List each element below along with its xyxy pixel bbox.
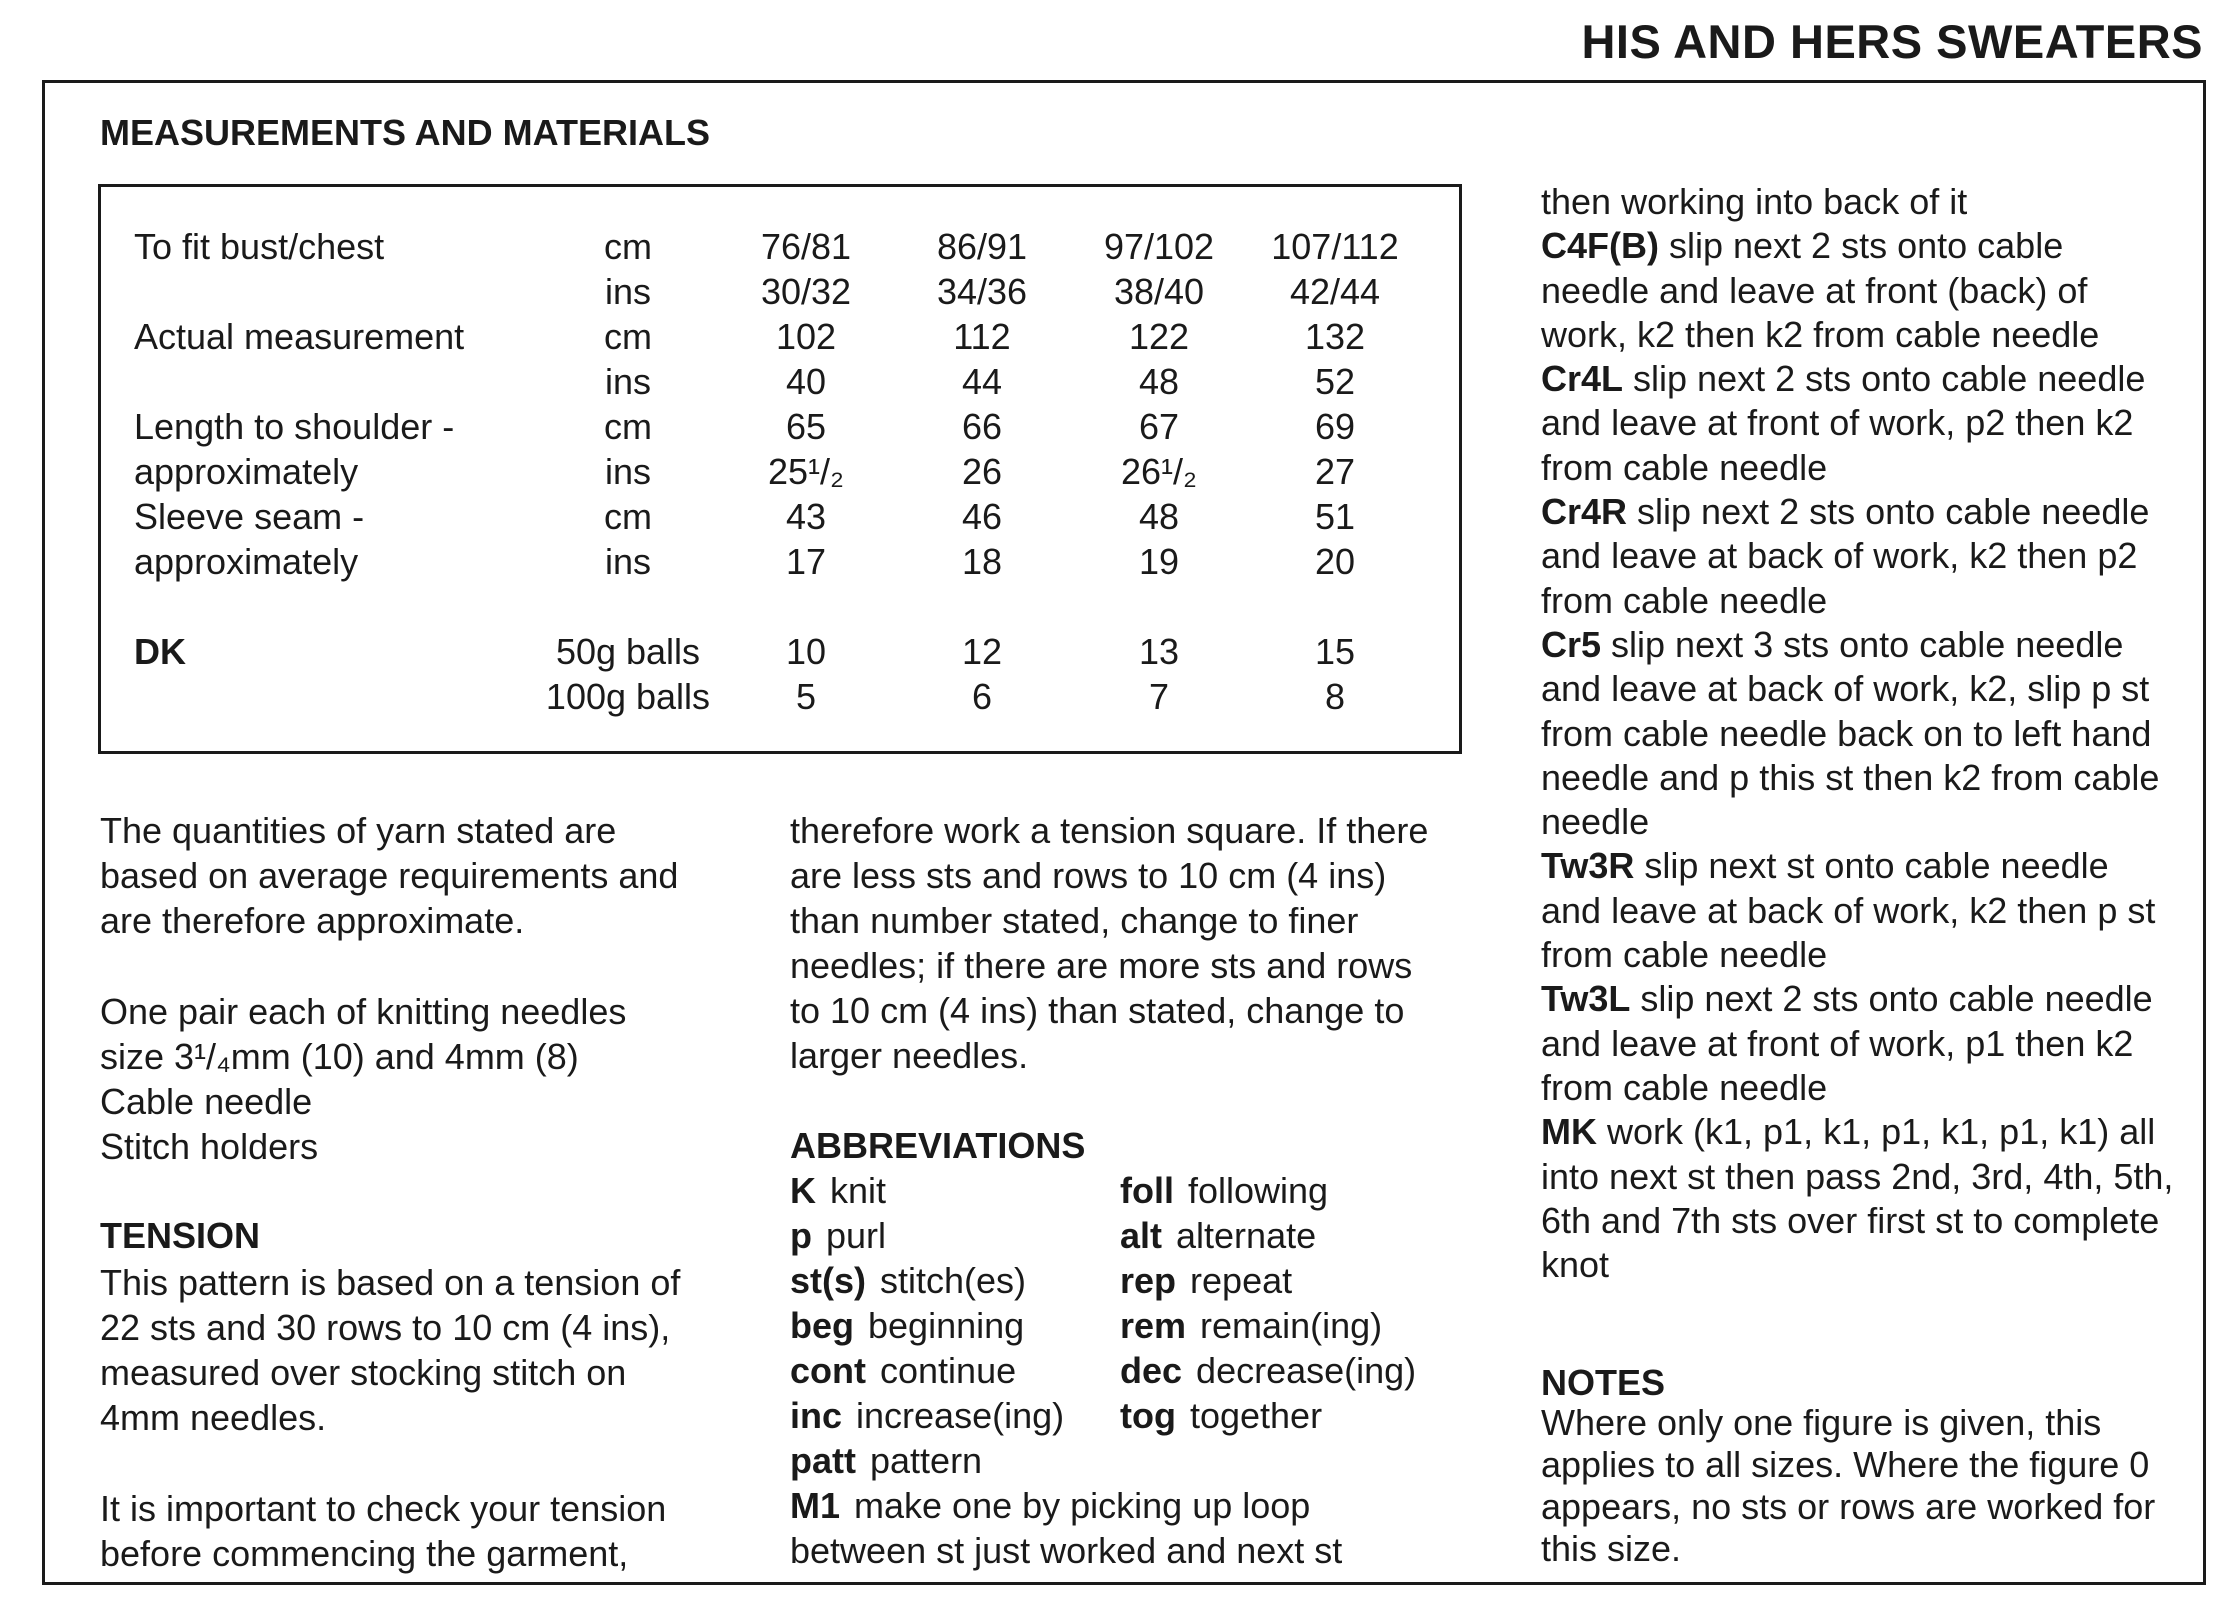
abbreviation-term: rep (1120, 1260, 1177, 1301)
text-line: This pattern is based on a tension of (100, 1262, 681, 1303)
abbreviation-entry (790, 1440, 982, 1482)
m1-continued: between st just worked and next st (790, 1530, 1343, 1571)
definition-term: Cr5 (1541, 623, 1602, 665)
measurement-label: DK (134, 631, 186, 672)
tension-heading: TENSION (100, 1215, 261, 1256)
abbreviation-term: tog (1120, 1395, 1176, 1436)
definition-text: from cable needle (1541, 446, 1828, 488)
definition-text: knot (1541, 1244, 1610, 1286)
measurements-heading: MEASUREMENTS AND MATERIALS (100, 112, 710, 153)
definition-line (1541, 357, 2173, 401)
measurement-label: Actual measurement (134, 316, 465, 357)
abbreviation-meaning: together (1189, 1395, 1323, 1436)
definition-text: 6th and 7th sts over first st to complete (1541, 1199, 2160, 1241)
definition-text: work, k2 then k2 from cable needle (1541, 313, 2100, 355)
definition-term: Cr4L (1541, 358, 1624, 400)
measurement-value: 44 (961, 361, 1003, 402)
abbreviation-entry (790, 1260, 1026, 1302)
abbreviation-meaning: decrease(ing) (1196, 1350, 1417, 1391)
measurement-value: 52 (1314, 361, 1356, 402)
definition-text: from cable needle (1541, 934, 1828, 976)
measurement-value: 17 (785, 541, 827, 582)
abbreviation-entry (1120, 1350, 1416, 1392)
notes-paragraph (1541, 1402, 2155, 1570)
measurement-unit: 50g balls (555, 631, 701, 672)
text-line: Stitch holders (100, 1126, 319, 1167)
measurement-value: 15 (1314, 631, 1356, 672)
tension-square-paragraph (790, 808, 1428, 1078)
abbreviation-term: rem (1120, 1305, 1187, 1346)
definition-line (1541, 269, 2173, 313)
measurement-value: 76/81 (760, 226, 852, 267)
text-line: are less sts and rows to 10 cm (4 ins) (790, 855, 1387, 896)
definition-text: slip next 2 sts onto cable needle (1630, 978, 2153, 1020)
text-line: Cable needle (100, 1081, 313, 1122)
abbreviation-term: M1 (790, 1485, 841, 1526)
definition-text: slip next 3 sts onto cable needle (1601, 623, 2124, 665)
text-line: It is important to check your tension (100, 1488, 667, 1529)
measurement-value: 97/102 (1103, 226, 1215, 267)
definition-term: C4F(B) (1541, 225, 1659, 267)
text-line: larger needles. (790, 1035, 1029, 1076)
abbreviation-entry (790, 1170, 886, 1212)
text-line: The quantities of yarn stated are (100, 810, 617, 851)
text-line: Where only one figure is given, this (1541, 1402, 2102, 1443)
abbreviation-entry (1120, 1215, 1316, 1257)
measurement-label: Length to shoulder - (134, 406, 455, 447)
abbreviation-entry (790, 1395, 1064, 1437)
abbreviation-meaning: increase(ing) (856, 1395, 1065, 1436)
measurement-value: 7 (1148, 676, 1170, 717)
definition-line (1541, 579, 2173, 623)
definition-line (1541, 933, 2173, 977)
measurement-unit: cm (604, 316, 652, 357)
measurement-value: 26 (961, 451, 1003, 492)
measurement-value: 6 (971, 676, 993, 717)
definition-text: and leave at back of work, k2 then p2 (1541, 535, 2138, 577)
text-line: size 3¹/₄mm (10) and 4mm (8) (100, 1036, 579, 1077)
abbreviation-term: beg (790, 1305, 855, 1346)
definition-text: from cable needle (1541, 1066, 1828, 1108)
measurement-value: 26¹/₂ (1120, 451, 1198, 492)
abbreviation-entry (1120, 1170, 1328, 1212)
abbreviation-term: inc (790, 1395, 843, 1436)
measurement-unit: ins (604, 451, 652, 492)
definition-text: slip next st onto cable needle (1634, 845, 2109, 887)
measurement-label: approximately (134, 451, 359, 492)
abbreviation-term: K (790, 1170, 816, 1211)
cable-definitions (1541, 180, 2173, 1287)
measurement-value: 20 (1314, 541, 1356, 582)
measurement-value: 34/36 (936, 271, 1028, 312)
definition-line (1541, 667, 2173, 711)
text-line: measured over stocking stitch on (100, 1352, 627, 1393)
definition-line (1541, 1110, 2173, 1154)
text-line: based on average requirements and (100, 855, 679, 896)
definition-line (1541, 490, 2173, 534)
measurement-label: To fit bust/chest (134, 226, 385, 267)
measurement-value: 18 (961, 541, 1003, 582)
text-line: One pair each of knitting needles (100, 991, 627, 1032)
abbreviation-meaning: pattern (870, 1440, 983, 1481)
definition-text: needle and leave at front (back) of (1541, 269, 2088, 311)
definition-term: Cr4R (1541, 491, 1628, 533)
definition-text: slip next 2 sts onto cable needle (1623, 358, 2146, 400)
definition-line (1541, 313, 2173, 357)
definition-text: work (k1, p1, k1, p1, k1, p1, k1) all (1597, 1111, 2156, 1153)
definition-term: Tw3R (1541, 845, 1635, 887)
abbreviation-meaning: stitch(es) (880, 1260, 1027, 1301)
abbreviation-meaning: purl (826, 1215, 887, 1256)
measurement-value: 30/32 (760, 271, 852, 312)
definition-line (1541, 977, 2173, 1021)
definition-text: from cable needle back on to left hand (1541, 712, 2152, 754)
text-line: applies to all sizes. Where the figure 0 (1541, 1444, 2150, 1485)
abbreviation-meaning: remain(ing) (1200, 1305, 1383, 1346)
abbreviation-term: dec (1120, 1350, 1183, 1391)
notes-heading: NOTES (1541, 1362, 1666, 1403)
text-line: this size. (1541, 1528, 1682, 1569)
definition-term: Tw3L (1541, 978, 1631, 1020)
measurement-value: 102 (775, 316, 837, 357)
definition-line (1541, 1243, 2173, 1287)
measurement-unit: ins (604, 361, 652, 402)
measurement-unit: 100g balls (545, 676, 711, 717)
quantities-paragraph (100, 808, 678, 943)
materials-list (100, 989, 626, 1169)
abbreviation-term: foll (1120, 1170, 1174, 1211)
definition-text: into next st then pass 2nd, 3rd, 4th, 5th, (1541, 1155, 2174, 1197)
text-line: 4mm needles. (100, 1397, 327, 1438)
definition-line (1541, 623, 2173, 667)
definition-line (1541, 1199, 2173, 1243)
definition-line (1541, 401, 2173, 445)
abbreviation-term: st(s) (790, 1260, 867, 1301)
abbreviation-meaning: following (1187, 1170, 1329, 1211)
definition-line (1541, 224, 2173, 268)
definition-line (1541, 446, 2173, 490)
measurement-value: 122 (1128, 316, 1190, 357)
abbreviation-entry (1120, 1305, 1382, 1347)
abbreviation-meaning: alternate (1176, 1215, 1317, 1256)
definition-text: needle (1541, 801, 1650, 843)
measurement-value: 132 (1304, 316, 1366, 357)
measurement-value: 12 (961, 631, 1003, 672)
page-title: HIS AND HERS SWEATERS (1581, 15, 2203, 68)
measurement-value: 8 (1324, 676, 1346, 717)
abbreviation-entry (790, 1485, 1310, 1527)
text-line: before commencing the garment, (100, 1533, 629, 1574)
measurement-unit: cm (604, 406, 652, 447)
definition-line (1541, 1022, 2173, 1066)
measurement-label: Sleeve seam - (134, 496, 365, 537)
definition-line (1541, 1066, 2173, 1110)
definition-line (1541, 844, 2173, 888)
abbreviation-entry (790, 1350, 1016, 1392)
definition-line (1541, 180, 2173, 224)
measurement-value: 51 (1314, 496, 1356, 537)
measurement-value: 66 (961, 406, 1003, 447)
definition-text: then working into back of it (1541, 181, 1968, 222)
abbreviation-meaning: make one by picking up loop (854, 1485, 1311, 1526)
measurement-unit: cm (604, 226, 652, 267)
definition-text: needle and p this st then k2 from cable (1541, 756, 2160, 798)
measurement-value: 67 (1138, 406, 1180, 447)
definition-line (1541, 889, 2173, 933)
measurement-value: 38/40 (1113, 271, 1205, 312)
definition-line (1541, 534, 2173, 578)
measurement-value: 112 (953, 316, 1011, 357)
abbreviation-term: cont (790, 1350, 866, 1391)
definition-line (1541, 756, 2173, 800)
text-line: are therefore approximate. (100, 900, 525, 941)
measurement-value: 69 (1314, 406, 1356, 447)
abbreviation-meaning: continue (880, 1350, 1017, 1391)
measurement-value: 43 (785, 496, 827, 537)
abbreviation-meaning: repeat (1190, 1260, 1293, 1301)
measurement-unit: cm (604, 496, 652, 537)
definition-text: and leave at front of work, p1 then k2 (1541, 1022, 2134, 1064)
abbreviation-term: p (790, 1215, 812, 1256)
tension-check-paragraph (100, 1486, 666, 1576)
definition-term: MK (1541, 1111, 1597, 1153)
tension-paragraph (100, 1260, 680, 1440)
definition-text: and leave at back of work, k2, slip p st (1541, 668, 2150, 710)
measurement-value: 27 (1314, 451, 1356, 492)
text-line: appears, no sts or rows are worked for (1541, 1486, 2156, 1527)
text-line: therefore work a tension square. If there (790, 810, 1429, 851)
measurement-value: 48 (1138, 496, 1180, 537)
measurement-unit: ins (604, 271, 652, 312)
definition-text: and leave at back of work, k2 then p st (1541, 889, 2156, 931)
definition-line (1541, 1155, 2173, 1199)
text-line: needles; if there are more sts and rows (790, 945, 1413, 986)
measurement-value: 25¹/₂ (767, 451, 845, 492)
abbreviation-term: patt (790, 1440, 856, 1481)
measurement-value: 65 (785, 406, 827, 447)
measurement-value: 42/44 (1289, 271, 1381, 312)
measurement-value: 107/112 (1271, 226, 1399, 267)
measurement-value: 19 (1138, 541, 1180, 582)
abbreviation-entry (790, 1305, 1024, 1347)
abbreviation-entry (1120, 1395, 1322, 1437)
definition-text: from cable needle (1541, 579, 1828, 621)
measurement-value: 5 (795, 676, 817, 717)
abbreviation-entry (1120, 1260, 1292, 1302)
measurement-value: 13 (1138, 631, 1180, 672)
abbreviation-term: alt (1120, 1215, 1163, 1256)
measurement-label: approximately (134, 541, 359, 582)
abbreviation-entry (790, 1215, 886, 1257)
definition-line (1541, 800, 2173, 844)
measurement-value: 86/91 (936, 226, 1028, 267)
definition-text: slip next 2 sts onto cable needle (1627, 491, 2150, 533)
definition-text: and leave at front of work, p2 then k2 (1541, 402, 2134, 444)
abbreviation-meaning: beginning (868, 1305, 1025, 1346)
measurement-unit: ins (604, 541, 652, 582)
measurement-value: 40 (785, 361, 827, 402)
abbreviations-heading: ABBREVIATIONS (790, 1125, 1086, 1166)
definition-text: slip next 2 sts onto cable (1658, 225, 2064, 267)
abbreviation-meaning: knit (830, 1170, 887, 1211)
measurement-value: 46 (961, 496, 1003, 537)
measurement-value: 48 (1138, 361, 1180, 402)
definition-line (1541, 712, 2173, 756)
text-line: 22 sts and 30 rows to 10 cm (4 ins), (100, 1307, 671, 1348)
measurement-value: 10 (785, 631, 827, 672)
text-line: to 10 cm (4 ins) than stated, change to (790, 990, 1405, 1031)
text-line: than number stated, change to finer (790, 900, 1359, 941)
